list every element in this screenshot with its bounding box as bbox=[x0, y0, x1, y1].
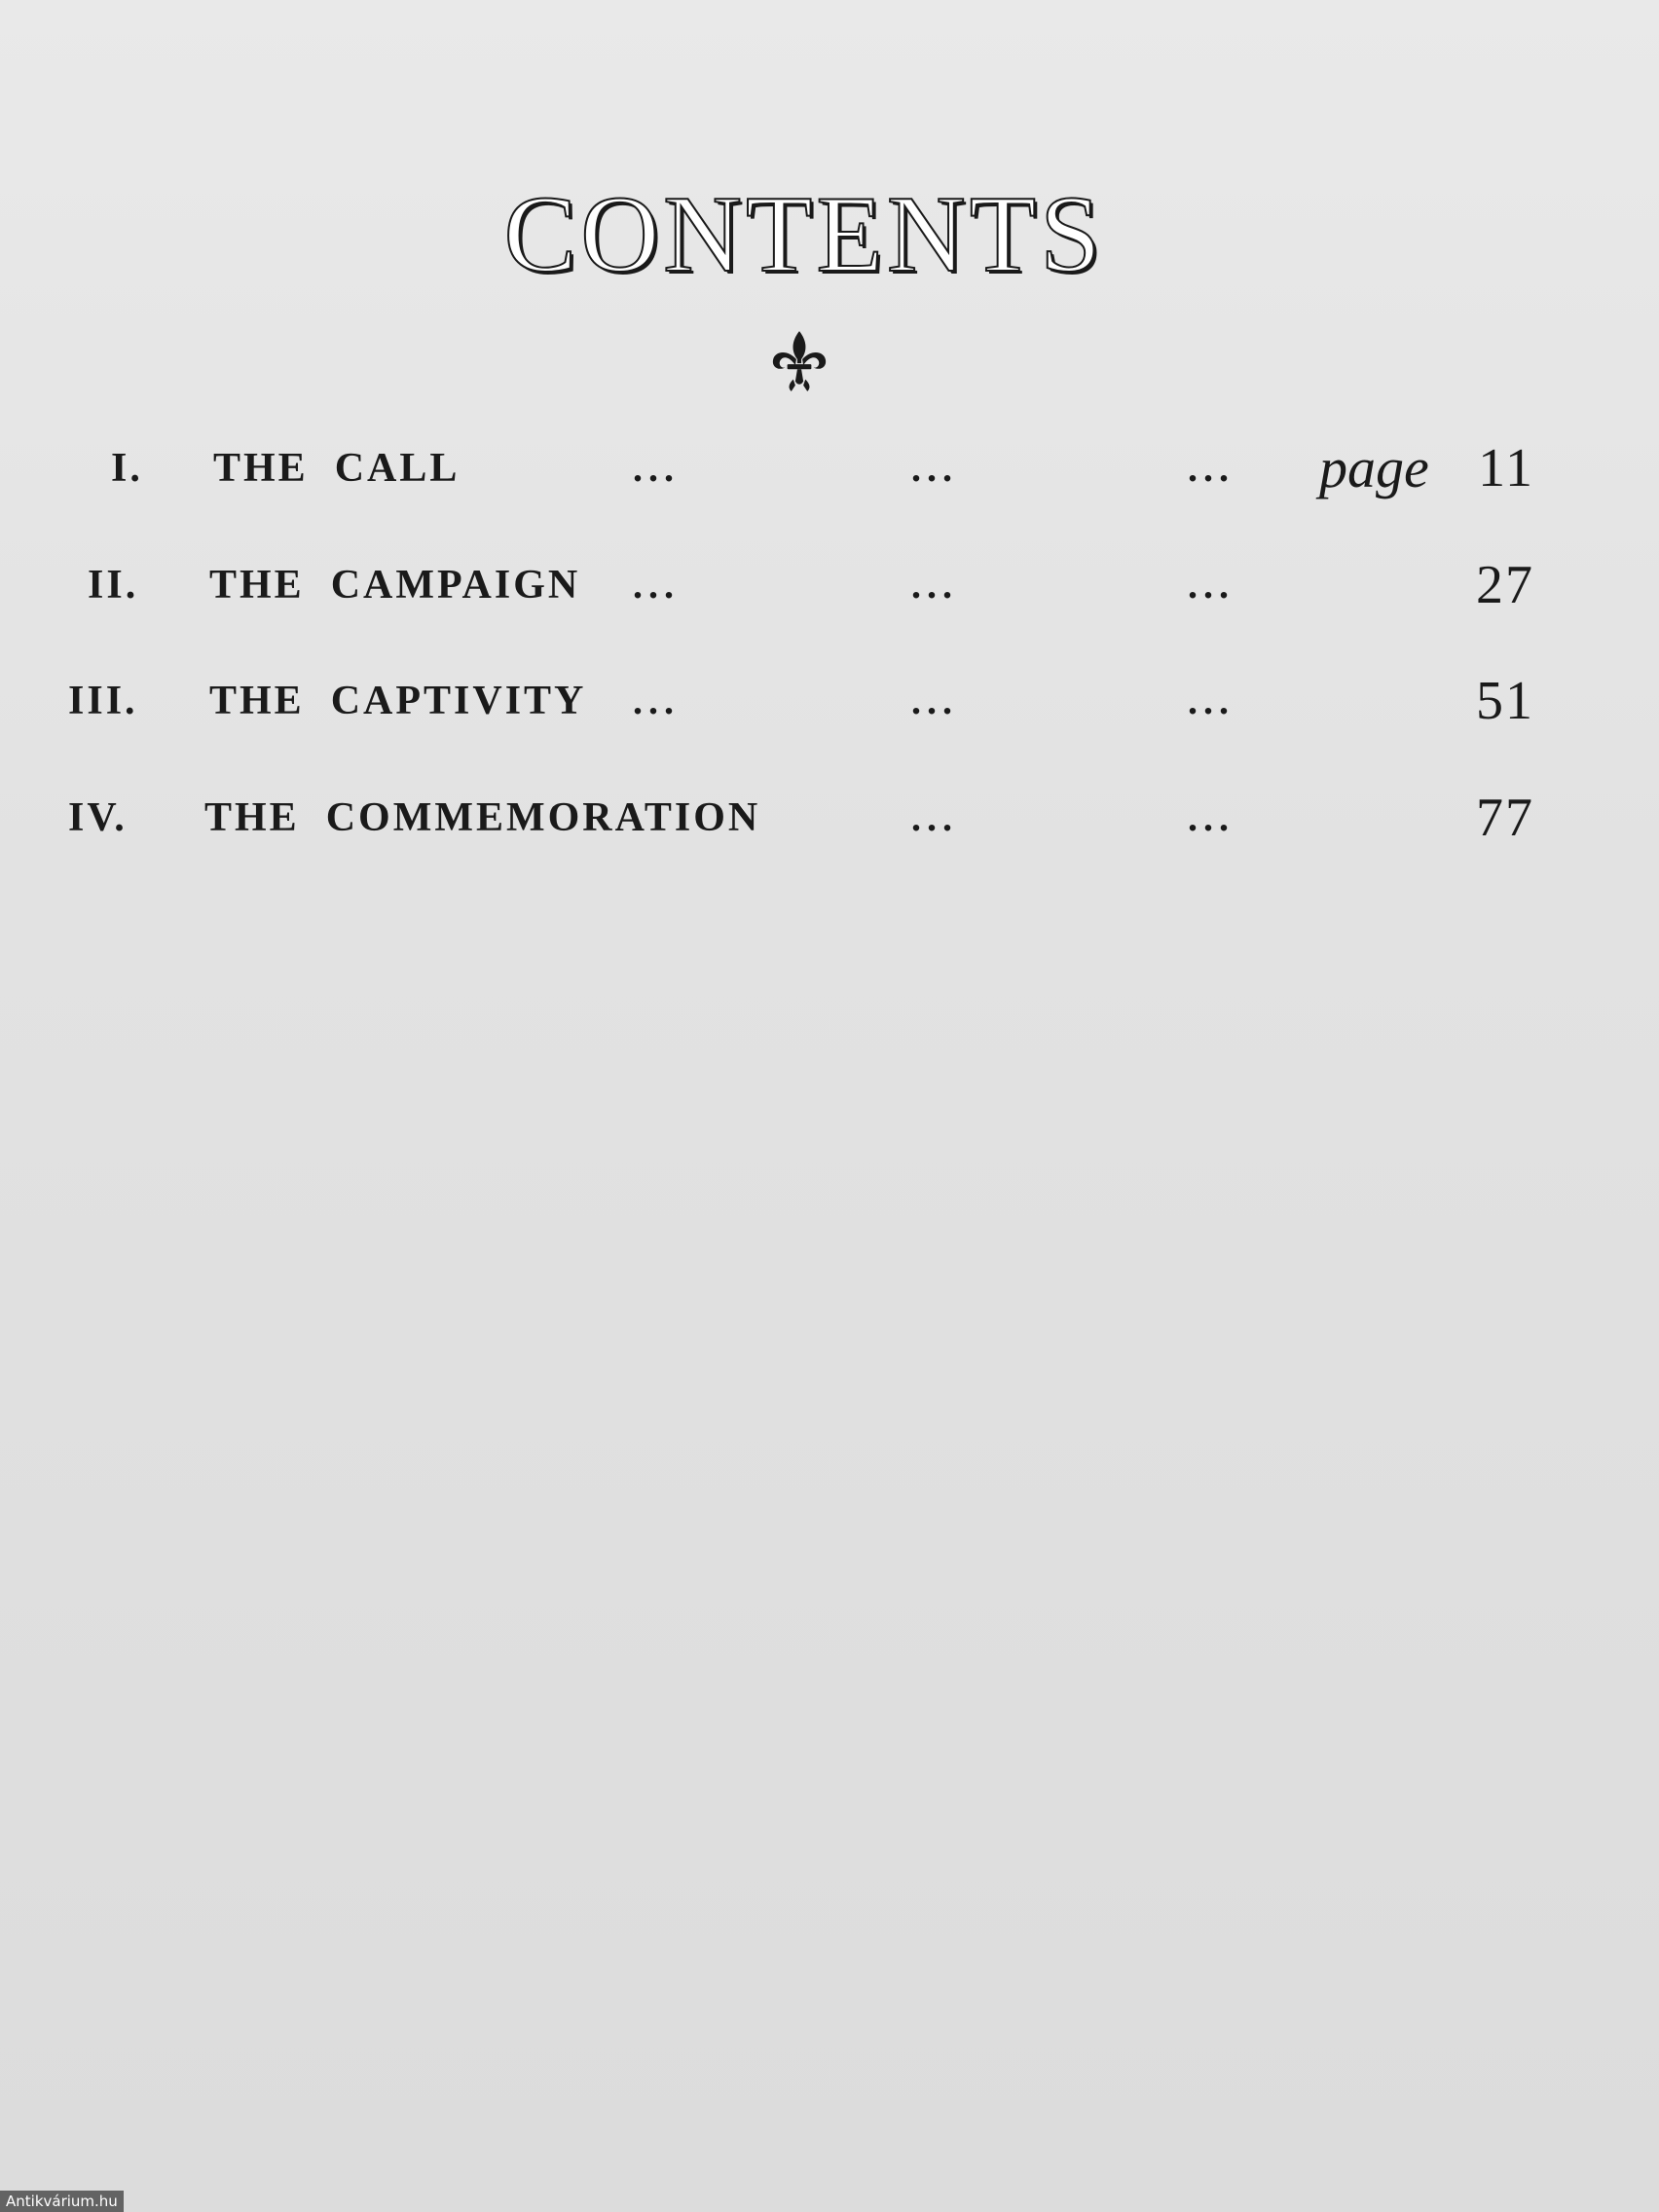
chapter-numeral: IV. bbox=[68, 795, 128, 840]
dot-leader: ... bbox=[911, 679, 958, 722]
chapter-numeral: II. bbox=[88, 563, 139, 608]
dot-leader: ... bbox=[911, 446, 958, 490]
chapter-title: THE COMMEMORATION bbox=[204, 795, 761, 840]
chapter-numeral: I. bbox=[111, 446, 143, 491]
page-number: 11 bbox=[1478, 438, 1534, 498]
toc-row bbox=[0, 662, 1659, 740]
dot-leader: ... bbox=[911, 795, 958, 839]
dot-leader: ... bbox=[633, 679, 680, 722]
page-title: CONTENTS bbox=[503, 174, 1105, 295]
dot-leader: ... bbox=[1188, 446, 1235, 490]
dot-leader: ... bbox=[911, 563, 958, 607]
toc-row bbox=[0, 779, 1659, 857]
dot-leader: ... bbox=[1188, 795, 1235, 839]
page-number: 51 bbox=[1476, 671, 1534, 731]
page-label: page bbox=[1319, 436, 1429, 499]
fleur-de-lis-icon bbox=[767, 329, 831, 393]
dot-leader: ... bbox=[633, 563, 680, 607]
chapter-title: THE CAMPAIGN bbox=[209, 563, 581, 608]
chapter-numeral: III. bbox=[68, 679, 138, 723]
dot-leader: ... bbox=[633, 446, 680, 490]
chapter-title: THE CALL bbox=[213, 446, 461, 491]
toc-row bbox=[0, 429, 1659, 507]
page-number: 27 bbox=[1476, 555, 1534, 615]
watermark: Antikvárium.hu bbox=[0, 2191, 124, 2212]
dot-leader: ... bbox=[1188, 679, 1235, 722]
dot-leader: ... bbox=[1188, 563, 1235, 607]
chapter-title: THE CAPTIVITY bbox=[209, 679, 587, 723]
toc-row bbox=[0, 546, 1659, 624]
page-number: 77 bbox=[1476, 788, 1534, 848]
